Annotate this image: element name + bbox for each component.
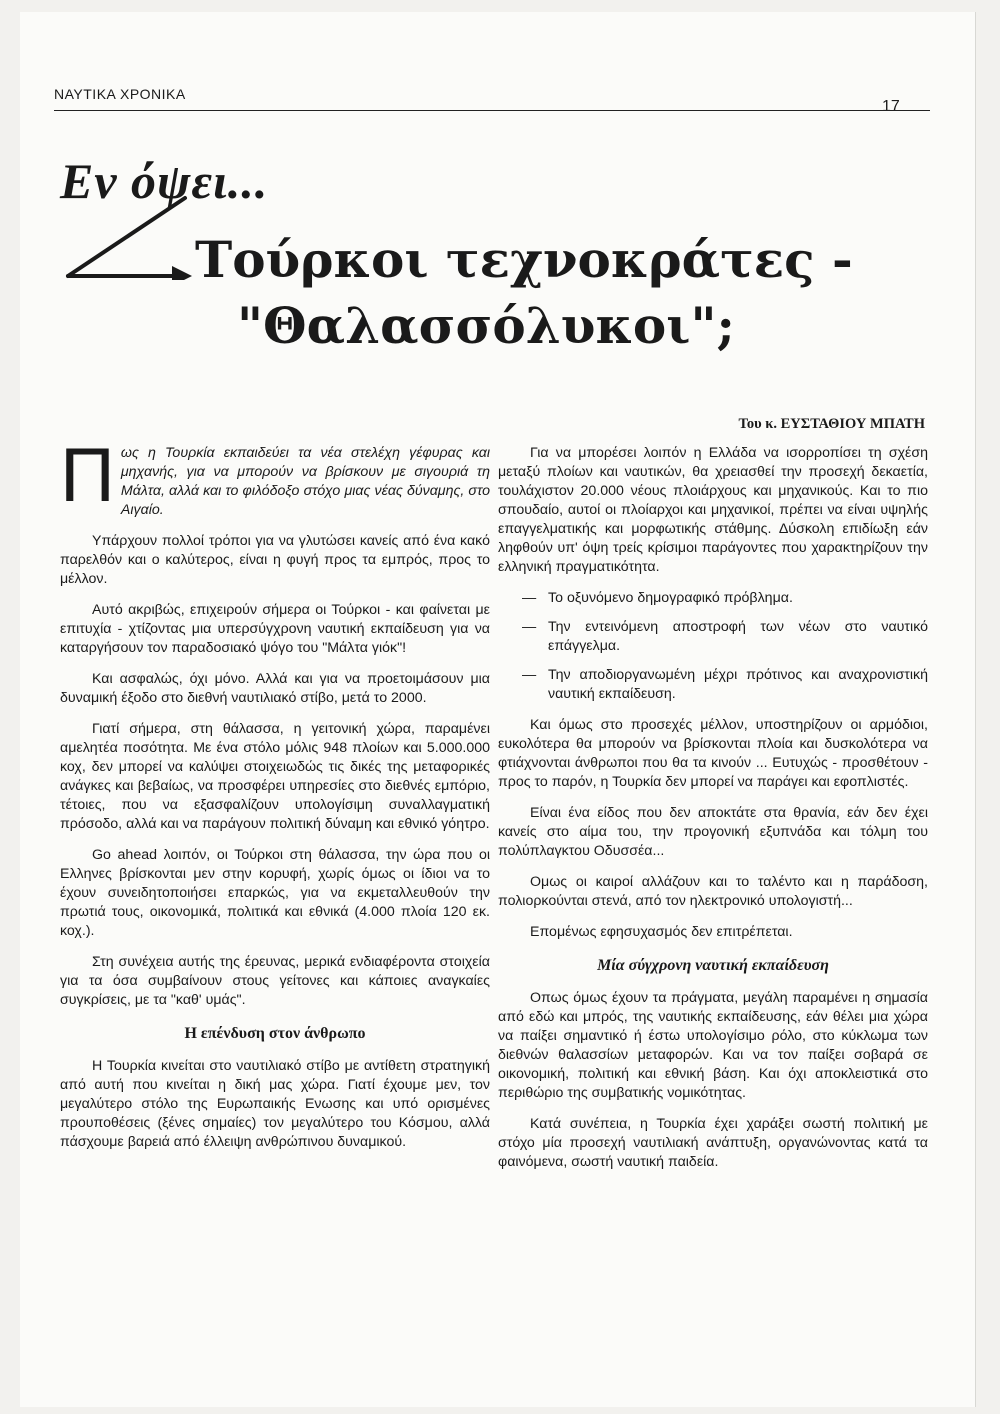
paragraph: Η Τουρκία κινείται στο ναυτιλιακό στίβο με αντίθετη στρατηγική από αυτή που κινείται η δική μας χώρα. Γιατί έχουμε μεν, τον μεγαλύτερο στόλο της Ευρωπαικής Ενωσης και υπό ορισμένες προυποθέσεις (ξένες σημαίες) τον μεγαλύτερο του Κόσμου, αλλά πάσχουμε βαρειά από έλλειψη ανθρώπινου δυναμικού. [60,1058,490,1150]
page-number: 17 [882,98,900,115]
running-head-publication: ΝΑΥΤΙΚΑ ΧΡΟΝΙΚΑ [54,86,186,102]
right-column [498,444,928,1184]
paragraph: Γιατί σήμερα, στη θάλασσα, η γειτονική χώρα, παραμένει αμελητέα ποσότητα. Με ένα στόλο μόλις 948 πλοίων και 5.000.000 κοχ, δεν μπορεί να καλύψει στοιχειωδώς τις δικές της μεταφορικές ανάγκες και βεβαίως, να προσφέρει υπηρεσίες στο διεθνές εμπόριο, τέτοιες, που να εξασφαλίζουν υπολογίσιμη συναλλαγματική πρόσοδο, αλλά και να παράγουν πολιτική δύναμη και εθνικό γόητρο. [60,721,490,832]
header-rule [54,110,930,111]
paragraph: Οπως όμως έχουν τα πράγματα, μεγάλη παραμένει η σημασία από εδώ και μπρός, της ναυτικής εκπαίδευσης, εάν θέλει μια χώρα να παίξει σημαντικό ή έστω υπολογίσιμο ρόλο, στο κύκλωμα των διεθνών θαλασσίων μεταφορών. Και να τον παίξει σοβαρά σε οικονομική, πολιτική και εθνική βάση. Και όχι αποκλειστικά στο περιθώριο της συμβατικής νομικότητας. [498,990,928,1101]
arrow-icon [60,190,200,280]
lead-paragraph [60,433,490,520]
paragraph: Ομως οι καιροί αλλάζουν και το ταλέντο και η παράδοση, πολιορκούνται στενά, από τον ηλεκτρονικό υπολογιστή... [498,874,928,909]
section-heading: Μία σύγχρονη ναυτική εκπαίδευση [597,957,829,974]
paragraph: Κατά συνέπεια, η Τουρκία έχει χαράξει σωστή πολιτική με στόχο μία προσεχή ναυτιλιακή ανάπτυξη, οργανώνοντας κατά τα φαινόμενα, σωστή ναυτική παιδεία. [498,1116,928,1170]
paragraph: Επομένως εφησυχασμός δεν επιτρέπεται. [530,924,793,940]
list-item: — Την αποδιοργανωμένη μέχρι πρότινος και αναχρονιστική ναυτική εκπαίδευση. [498,666,928,704]
lead-text: ως η Τουρκία εκπαιδεύει τα νέα στελέχη γέφυρας και μηχανής, για να μπορούν να βρίσκουν με σιγουριά τη Μάλτα, αλλά και το φιλόδοξο στόχο μιας νέας δύναμης, στο Αιγαίο. [120,445,490,518]
paragraph: Είναι ένα είδος που δεν αποκτάτε στα θρανία, εάν δεν έχει κανείς στο αίμα του, την προγονική εξυπνάδα και τόλμη του πολύπλαγκτου Οδυσσέα... [498,805,928,859]
paragraph: Για να μπορέσει λοιπόν η Ελλάδα να ισορροπίσει τη σχέση μεταξύ πλοίων και ναυτικών, θα χρειασθεί την προσεχή δεκαετία, τουλάχιστον 20.000 νέους πλοιάρχους και μηχανικούς. Και το πιο σπουδαίο, αυτοί οι πλοίαρχοι και μηχανικοί, πρέπει να είναι υψηλής επαγγελματικής και μορφωτικής στάθμης. Δύσκολη επιδίωξη εάν ληφθούν υπ' όψη τρείς κρίσιμοι παράγοντες που χαρακτηρίζουν την ελληνική πραγματικότητα. [498,445,928,575]
drop-cap: Π [60,433,115,518]
article-title [195,227,915,359]
paragraph: Στη συνέχεια αυτής της έρευνας, μερικά ενδιαφέροντα στοιχεία για τα όσα συμβαίνουν στους γείτονες και κάποιες αναγκαίες συγκρίσεις, με τα "καθ' υμάς". [60,954,490,1008]
list-item: — Το οξυνόμενο δημογραφικό πρόβλημα. [498,589,928,608]
paragraph: Υπάρχουν πολλοί τρόποι για να γλυτώσει κανείς από ένα κακό παρελθόν και ο καλύτερος, είναι η φυγή προς τα εμπρός, προς το μέλλον. [60,533,490,587]
left-column [60,433,490,1164]
paragraph: Go ahead λοιπόν, οι Τούρκοι στη θάλασσα, την ώρα που οι Ελληνες βρίσκονται μεν στην κορυφή, χωρίς όμως οι ίδιοι να το έχουν συνειδητοποιήσει επαρκώς, για να εκμεταλλευθούν την πρωτιά τους, οικονομικά, πολιτικά και εθνικά (4.000 πλοία 120 εκ. κοχ.). [60,847,490,939]
list-item: — Την εντεινόμενη αποστροφή των νέων στο ναυτικό επάγγελμα. [498,618,928,656]
article-title-line-2: "Θαλασσόλυκοι"; [237,296,735,355]
paragraph: Και ασφαλώς, όχι μόνο. Αλλά και για να προετοιμάσουν μια δυναμική έξοδο στο διεθνή ναυτιλιακό στίβο, μετά το 2000. [60,671,490,706]
article-title-line-1: Τούρκοι τεχνοκράτες - [195,230,853,289]
factor-list [498,589,928,704]
section-heading: Η επένδυση στον άνθρωπο [184,1025,366,1042]
byline: Του κ. ΕΥΣΤΑΘΙΟΥ ΜΠΑΤΗ [738,416,925,432]
paragraph: Αυτό ακριβώς, επιχειρούν σήμερα οι Τούρκοι - και φαίνεται με επιτυχία - χτίζοντας μια υπερσύγχρονη ναυτική εκπαίδευση για να καταργήσουν τον παραδοσιακό ψόγο του "Μάλτα γιόκ"! [60,602,490,656]
article-kicker: Εν όψει... [60,153,269,209]
magazine-page [20,12,976,1407]
paragraph: Και όμως στο προσεχές μέλλον, υποστηρίζουν οι αρμόδιοι, ευκολότερα θα μπορούν να βρίσκονται πλοία και δυσκολότερα να φτιάχνονται άνθρωποι που θα τα κινούν ... Ευτυχώς - προσθέτουν - προς το παρόν, η Τουρκία δεν μπορεί να παράγει και εφοπλιστές. [498,717,928,790]
